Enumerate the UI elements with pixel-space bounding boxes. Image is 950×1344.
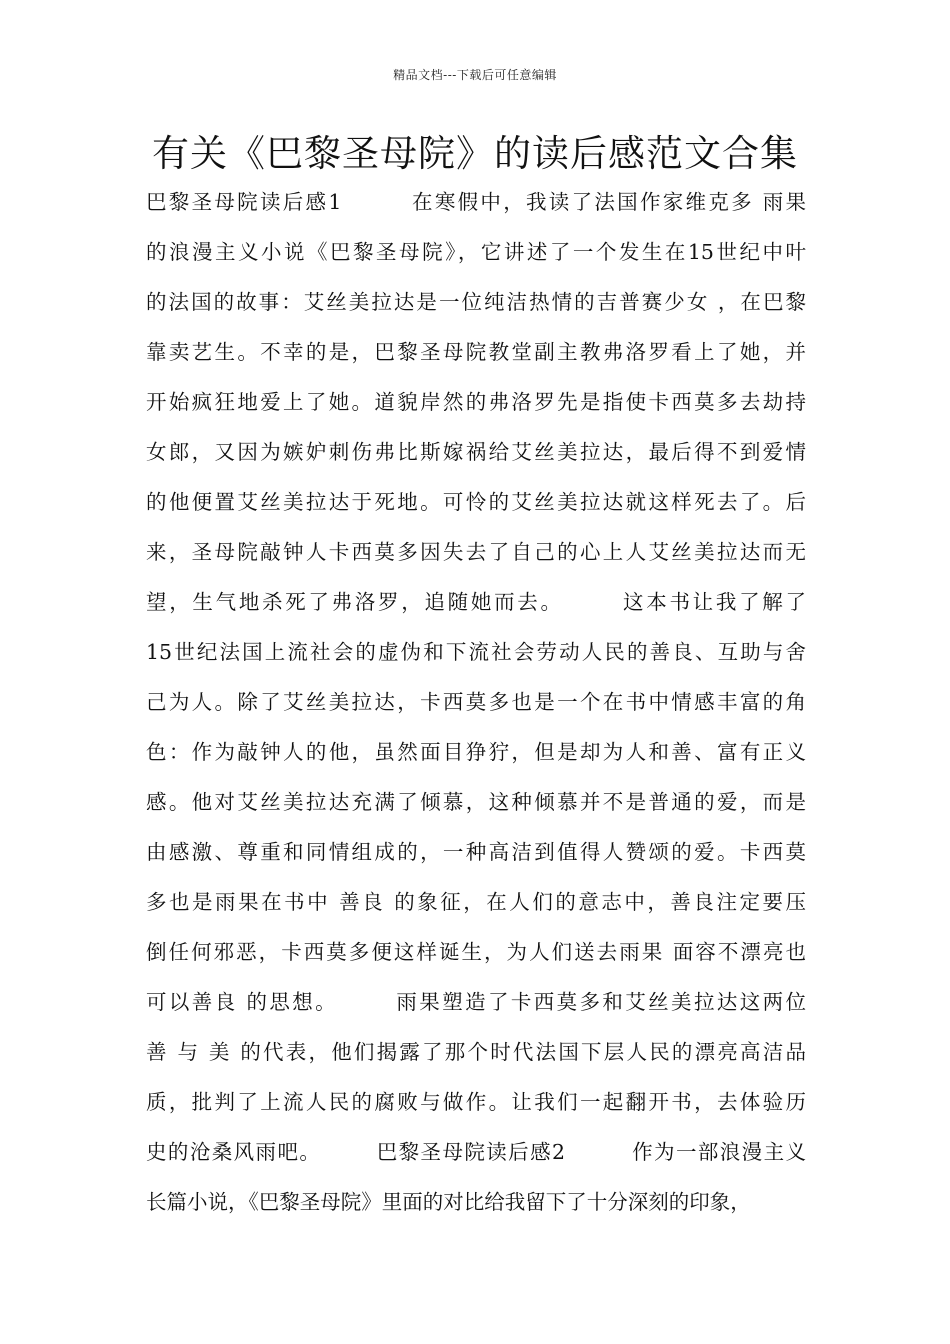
body-line: 的法国的故事：艾丝美拉达是一位纯洁热情的吉普赛少女 ，在巴黎 — [146, 290, 806, 314]
body-line: 望，生气地杀死了弗洛罗，追随她而去。 这本书让我了解了 — [146, 590, 806, 614]
body-line: 开始疯狂地爱上了她。道貌岸然的弗洛罗先是指使卡西莫多去劫持 — [146, 390, 806, 414]
document-body — [146, 180, 806, 1230]
body-line: 倒任何邪恶，卡西莫多便这样诞生，为人们送去雨果 面容不漂亮也 — [146, 940, 806, 964]
body-line: 的浪漫主义小说《巴黎圣母院》，它讲述了一个发生在15世纪中叶 — [146, 240, 806, 264]
body-line: 史的沧桑风雨吧。 巴黎圣母院读后感2 作为一部浪漫主义 — [146, 1140, 806, 1164]
body-line: 善 与 美 的代表，他们揭露了那个时代法国下层人民的漂亮高洁品 — [146, 1040, 806, 1064]
body-line: 由感激、尊重和同情组成的，一种高洁到值得人赞颂的爱。卡西莫 — [146, 840, 806, 864]
body-line: 可以善良 的思想。 雨果塑造了卡西莫多和艾丝美拉达这两位 — [146, 990, 806, 1014]
body-line: 己为人。除了艾丝美拉达，卡西莫多也是一个在书中情感丰富的角 — [146, 690, 806, 714]
body-line: 的他便置艾丝美拉达于死地。可怜的艾丝美拉达就这样死去了。后 — [146, 490, 806, 514]
body-line: 长篇小说，《巴黎圣母院》里面的对比给我留下了十分深刻的印象， — [146, 1190, 751, 1214]
page-header-note: 精品文档---下载后可任意编辑 — [393, 68, 557, 82]
body-line: 多也是雨果在书中 善良 的象征，在人们的意志中，善良注定要压 — [146, 890, 806, 914]
body-line: 感。他对艾丝美拉达充满了倾慕，这种倾慕并不是普通的爱，而是 — [146, 790, 806, 814]
body-line: 女郎，又因为嫉妒刺伤弗比斯嫁祸给艾丝美拉达，最后得不到爱情 — [146, 440, 806, 464]
body-line: 色：作为敲钟人的他，虽然面目狰狞，但是却为人和善、富有正义 — [146, 740, 806, 764]
body-line: 质，批判了上流人民的腐败与做作。让我们一起翻开书，去体验历 — [146, 1090, 806, 1114]
body-line: 靠卖艺生。不幸的是，巴黎圣母院教堂副主教弗洛罗看上了她，并 — [146, 340, 806, 364]
body-line: 来，圣母院敲钟人卡西莫多因失去了自己的心上人艾丝美拉达而无 — [146, 540, 806, 564]
body-line: 巴黎圣母院读后感1 在寒假中，我读了法国作家维克多 雨果 — [146, 190, 806, 214]
body-line: 15世纪法国上流社会的虚伪和下流社会劳动人民的善良、互助与舍 — [146, 640, 806, 664]
document-title: 有关《巴黎圣母院》的读后感范文合集 — [152, 132, 798, 175]
